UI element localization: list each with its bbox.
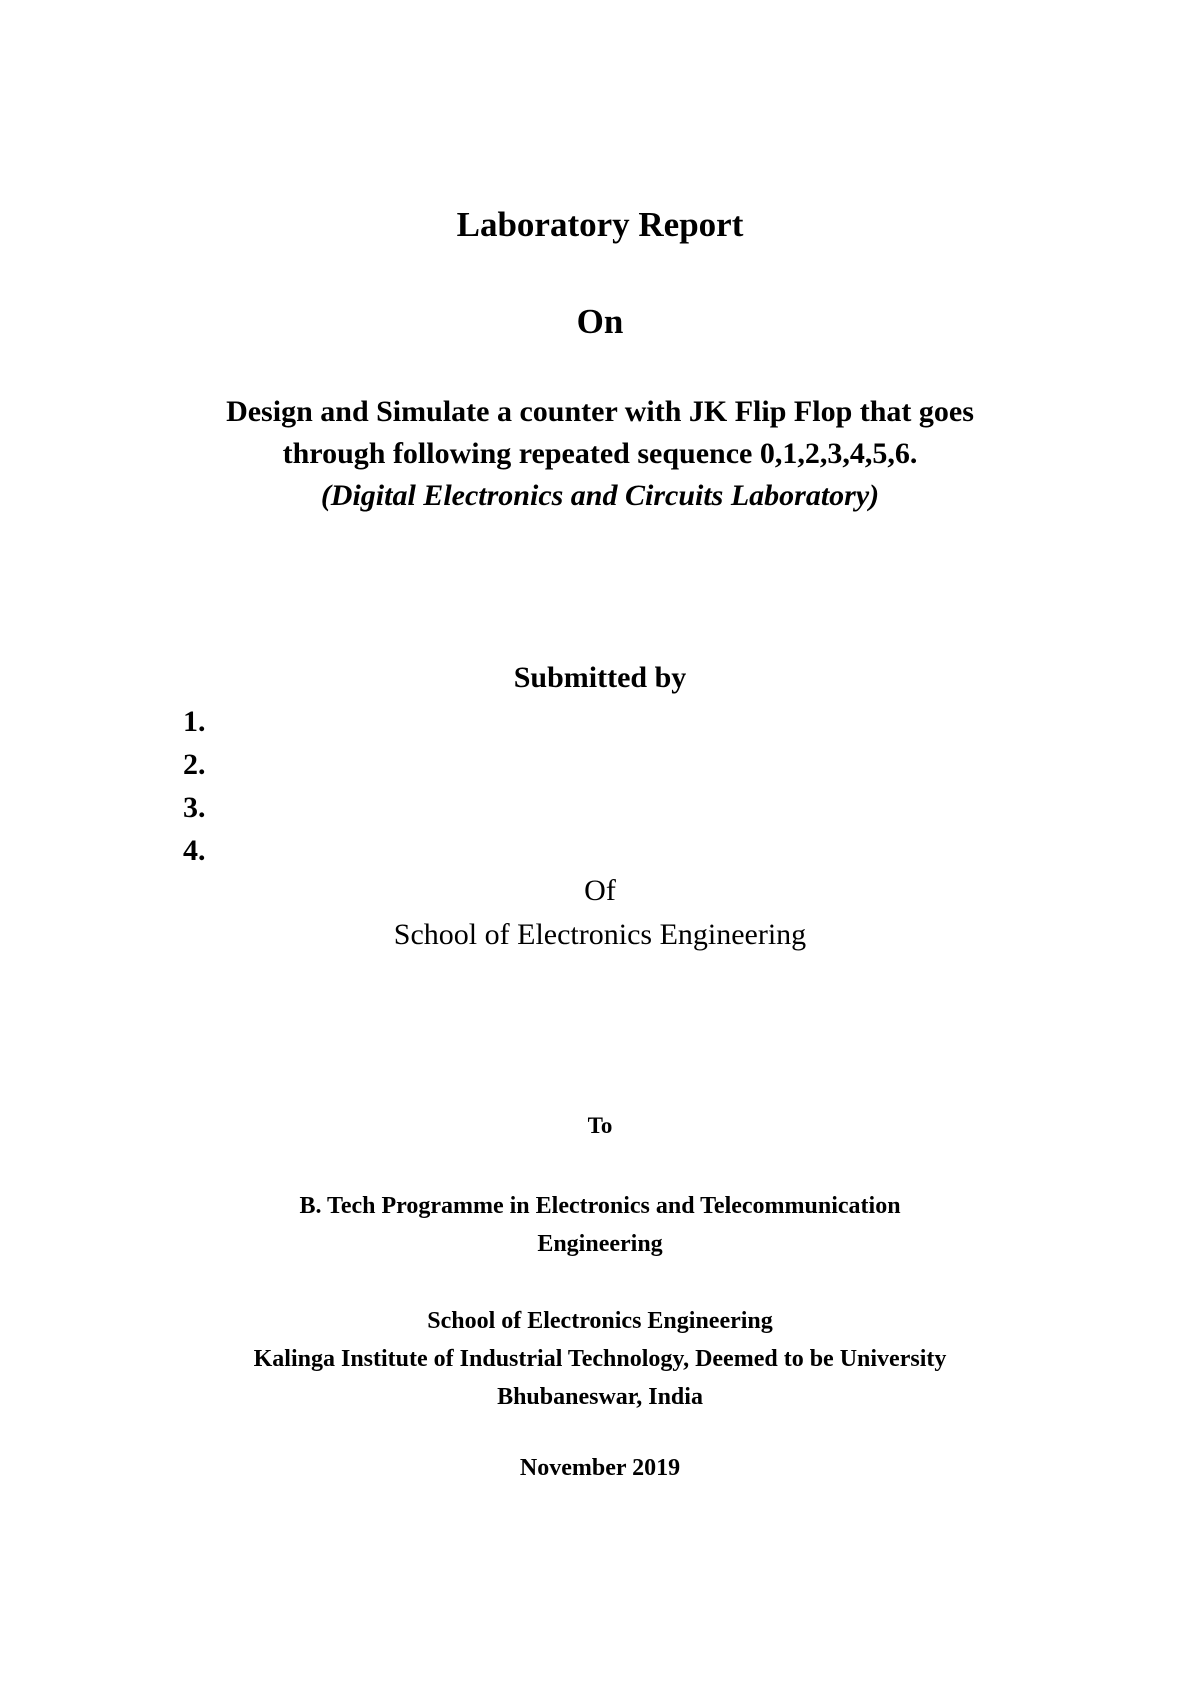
programme-line-1: B. Tech Programme in Electronics and Telecommunication [299,1193,901,1219]
member-item: 1. [183,705,206,738]
school-name: School of Electronics Engineering [393,918,807,951]
topic-line-2: through following repeated sequence 0,1,2,3,4,5,6. [282,437,918,470]
submitted-by-heading: Submitted by [513,661,687,694]
topic-line-1: Design and Simulate a counter with JK Flip Flop that goes [226,395,974,428]
report-topic [0,391,1200,517]
institution-block [0,1302,1200,1416]
member-item: 3. [183,791,206,824]
member-item: 4. [183,834,206,867]
footer-school-name: School of Electronics Engineering [427,1308,773,1334]
member-list [183,700,206,872]
institute-location: Bhubaneswar, India [497,1384,703,1410]
member-item: 2. [183,748,206,781]
programme-name [0,1187,1200,1263]
report-date: November 2019 [519,1455,681,1481]
to-label: To [587,1113,613,1138]
course-name: (Digital Electronics and Circuits Laboratory) [320,479,880,512]
on-label: On [576,302,624,341]
institute-name: Kalinga Institute of Industrial Technology, Deemed to be University [253,1346,947,1372]
report-title: Laboratory Report [456,205,744,244]
programme-line-2: Engineering [537,1231,663,1257]
of-label: Of [584,874,616,907]
